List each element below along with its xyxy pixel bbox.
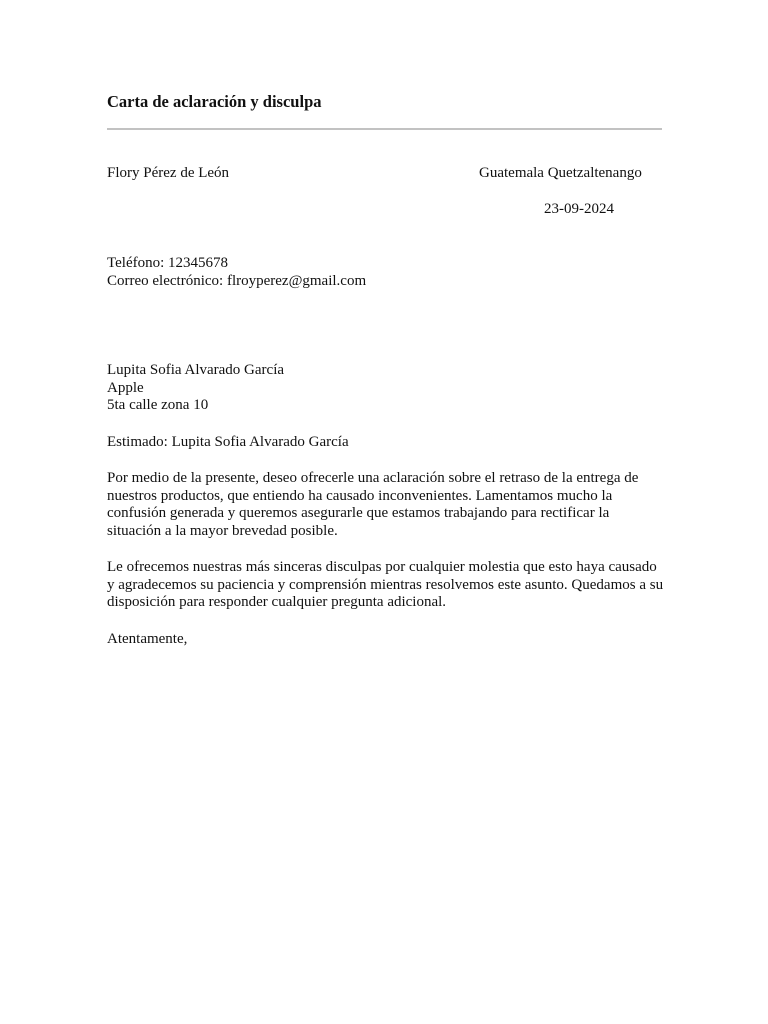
title-divider: [107, 128, 662, 130]
recipient-company: Apple: [107, 379, 144, 396]
sender-name: Flory Pérez de León: [107, 165, 230, 181]
sender-contact: [107, 255, 366, 290]
sender-phone: Teléfono: 12345678: [107, 255, 229, 271]
letter-date: 23-09-2024: [544, 201, 614, 217]
greeting: Estimado: Lupita Sofia Alvarado García: [107, 434, 349, 450]
body-paragraph-2: Le ofrecemos nuestras más sinceras disculpas por cualquier molestia que esto haya causado y agradecemos su paciencia y comprensión mientras resolvemos este asunto. Quedamos a su disposición para responder cualquier pregunta adicional.: [107, 559, 664, 611]
document-title: Carta de aclaración y disculpa: [107, 92, 322, 111]
recipient-name: Lupita Sofia Alvarado García: [107, 362, 285, 378]
body-paragraph-1: Por medio de la presente, deseo ofrecerle una aclaración sobre el retraso de la entrega de nuestros productos, que entiendo ha causado inconvenientes. Lamentamos mucho la confusión generada y queremos asegurarle que estamos trabajando para rectificar la situación a la mayor brevedad posible.: [107, 470, 639, 539]
sender-location: Guatemala Quetzaltenango: [479, 165, 642, 181]
recipient-address: 5ta calle zona 10: [107, 397, 209, 414]
closing: Atentamente,: [107, 631, 188, 647]
recipient-block: [107, 362, 284, 415]
sender-email: Correo electrónico: flroyperez@gmail.com: [107, 272, 367, 289]
